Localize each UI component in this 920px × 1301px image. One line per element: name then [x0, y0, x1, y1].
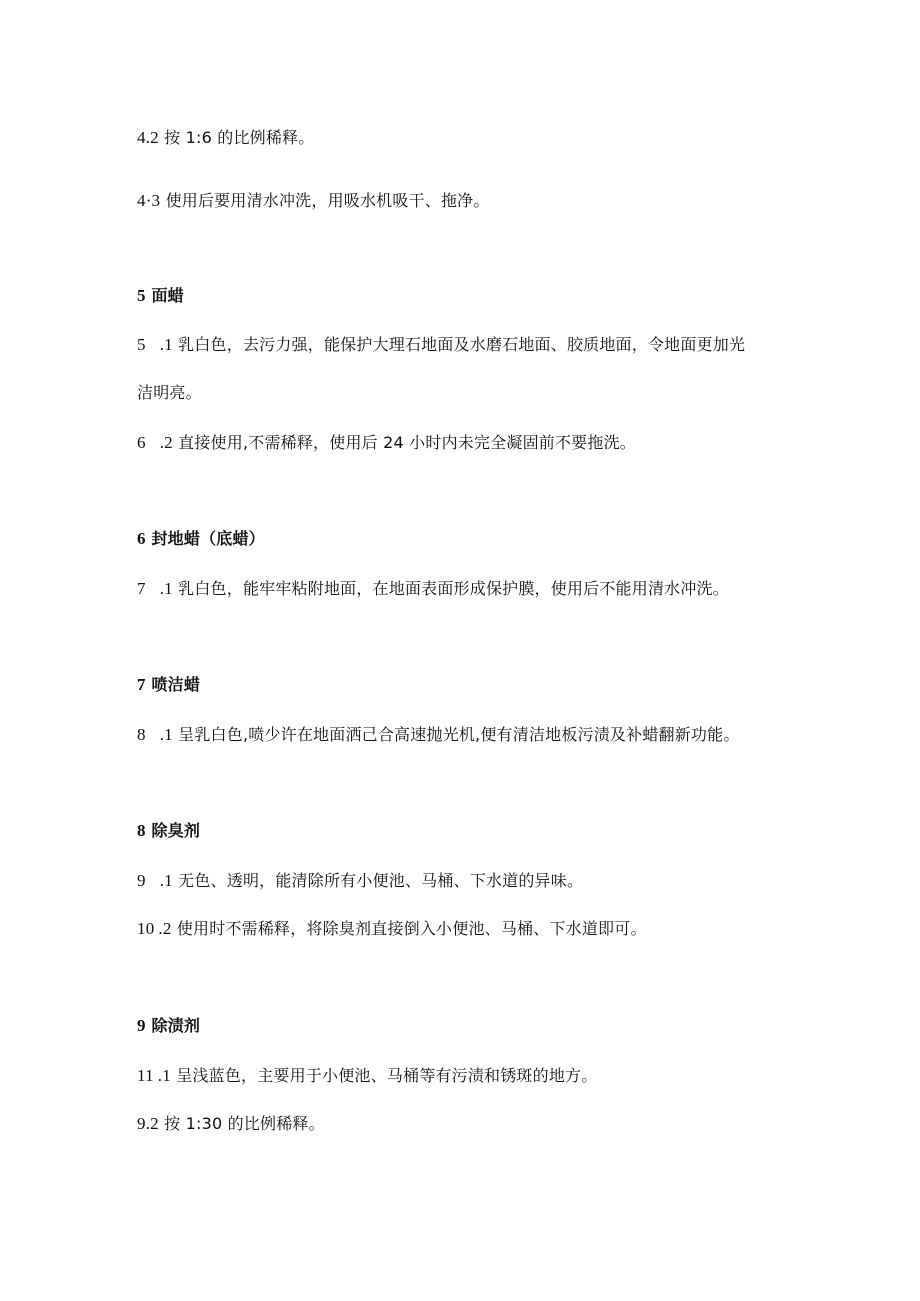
item-9-2 — [137, 1113, 325, 1135]
item-subnumber: .2 — [159, 433, 173, 452]
section-number: 7 — [137, 675, 146, 694]
item-7-1 — [137, 578, 729, 600]
section-title: 喷洁蜡 — [151, 675, 201, 694]
item-number: 4·3 — [137, 191, 161, 210]
item-text: 呈浅蓝色，主要用于小便池、马桶等有污渍和锈斑的地方。 — [176, 1066, 598, 1085]
item-subnumber: .1 — [159, 871, 173, 890]
section-title: 除臭剂 — [151, 821, 201, 840]
item-subnumber: .1 — [159, 335, 173, 354]
item-number: 8 — [137, 725, 146, 744]
item-text: 乳白色，能牢牢粘附地面，在地面表面形成保护膜，使用后不能用清水冲洗。 — [178, 579, 729, 598]
item-text: 按 1:6 的比例稀释。 — [164, 128, 315, 147]
item-number: 9.2 — [137, 1114, 159, 1133]
item-text: 按 1:30 的比例稀释。 — [164, 1114, 325, 1133]
item-number: 7 — [137, 579, 146, 598]
item-9-1 — [137, 870, 583, 892]
item-text: 直接使用,不需稀释，使用后 24 小时内未完全凝固前不要拖洗。 — [178, 433, 636, 452]
section-heading-8 — [137, 820, 200, 842]
item-subnumber: .1 — [159, 579, 173, 598]
section-number: 6 — [137, 529, 146, 548]
item-subnumber: .1 — [159, 725, 173, 744]
item-number: 11 — [137, 1066, 154, 1085]
item-text: 使用时不需稀释，将除臭剂直接倒入小便池、马桶、下水道即可。 — [176, 919, 647, 938]
section-heading-6 — [137, 528, 265, 550]
section-heading-5 — [137, 285, 184, 307]
item-number: 9 — [137, 871, 146, 890]
item-text: 乳白色，去污力强，能保护大理石地面及水磨石地面、胶质地面，令地面更加光 — [178, 335, 746, 354]
item-text: 呈乳白色,喷少许在地面洒己合高速抛光机,便有清洁地板污渍及补蜡翻新功能。 — [178, 725, 740, 744]
item-text: 洁明亮。 — [137, 383, 202, 402]
item-5-1 — [137, 334, 745, 356]
section-title: 除渍剂 — [151, 1016, 201, 1035]
section-number: 5 — [137, 286, 146, 305]
section-heading-9 — [137, 1015, 200, 1037]
section-number: 8 — [137, 821, 146, 840]
item-subnumber: .1 — [157, 1066, 171, 1085]
item-8-1 — [137, 724, 740, 746]
item-number: 4.2 — [137, 128, 159, 147]
section-title: 面蜡 — [151, 286, 184, 305]
section-title: 封地蜡（底蜡） — [151, 529, 265, 548]
item-subnumber: .2 — [158, 919, 172, 938]
item-6-2 — [137, 432, 636, 454]
item-number: 5 — [137, 335, 146, 354]
item-11-1 — [137, 1065, 597, 1087]
item-text: 无色、透明，能清除所有小便池、马桶、下水道的异味。 — [178, 871, 584, 890]
item-4-3 — [137, 190, 490, 212]
item-10-2 — [137, 918, 647, 940]
section-heading-7 — [137, 674, 200, 696]
item-5-1-continued — [137, 382, 202, 404]
item-text: 使用后要用清水冲洗，用吸水机吸干、拖净。 — [165, 191, 490, 210]
item-number: 10 — [137, 919, 155, 938]
item-4-2 — [137, 127, 314, 149]
item-number: 6 — [137, 433, 146, 452]
section-number: 9 — [137, 1016, 146, 1035]
